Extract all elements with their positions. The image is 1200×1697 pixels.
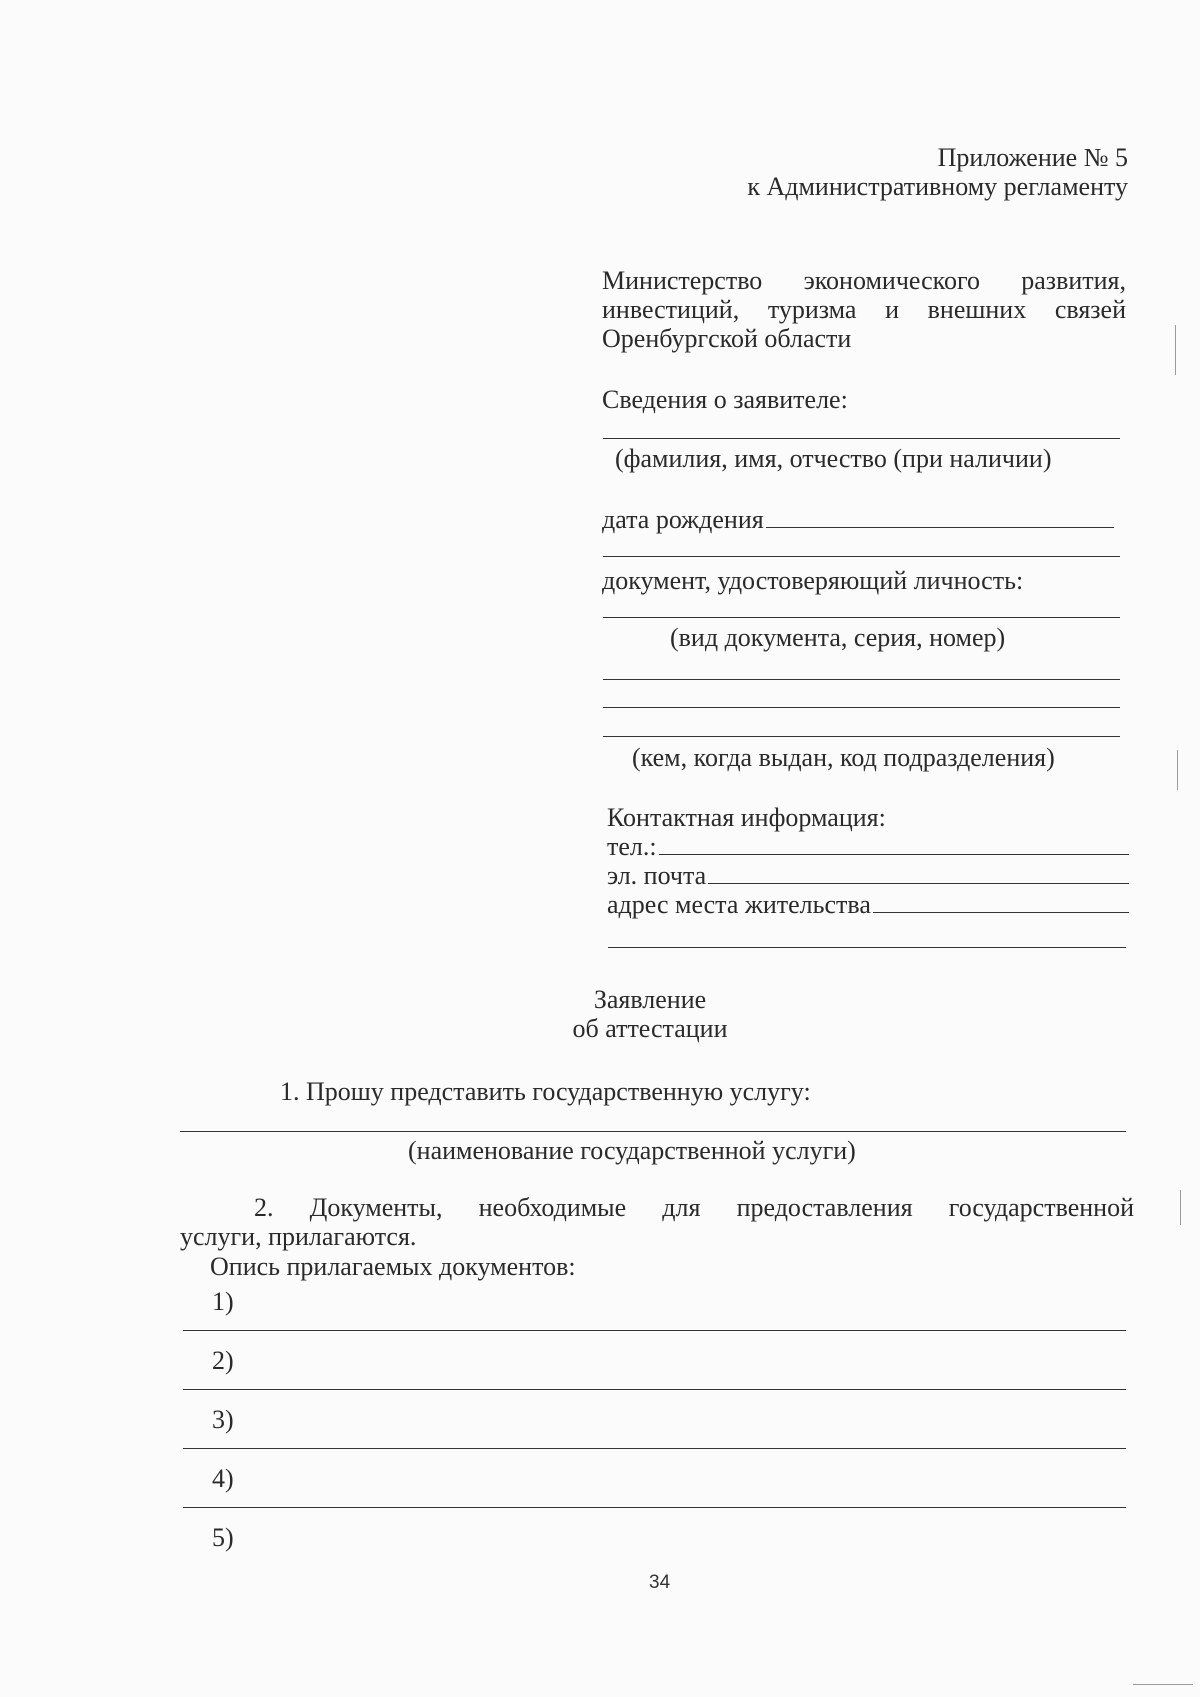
- issued-line-2: [603, 707, 1120, 708]
- email-field: [708, 863, 1129, 884]
- inventory-item-4: 4): [212, 1464, 234, 1493]
- email-row: [607, 861, 1129, 891]
- request-item-2-continued: услуги, прилагаются.: [180, 1222, 417, 1251]
- id-doc-line: [603, 617, 1120, 618]
- contacts-heading: Контактная информация:: [607, 803, 886, 832]
- inventory-item-5: 5): [212, 1523, 234, 1552]
- inventory-line-2: [183, 1389, 1126, 1390]
- request-item-2: 2. Документы, необходимые для предоставления государственной: [254, 1193, 1134, 1222]
- applicant-heading: Сведения о заявителе:: [602, 385, 848, 414]
- recipient-line-2: инвестиций, туризма и внешних связей: [602, 295, 1126, 324]
- phone-field: [659, 834, 1129, 855]
- scan-artifact: [1177, 750, 1178, 790]
- address-extra-line: [608, 947, 1126, 948]
- phone-label: тел.:: [607, 832, 657, 861]
- inventory-line-4: [183, 1507, 1126, 1508]
- appendix-reference: к Административному регламенту: [747, 172, 1128, 201]
- inventory-line-3: [183, 1448, 1126, 1449]
- issued-line-3: [603, 736, 1120, 737]
- address-field: [873, 892, 1129, 913]
- phone-row: [607, 832, 1129, 862]
- birth-date-extra-line: [603, 556, 1120, 557]
- inventory-item-1: 1): [212, 1287, 234, 1316]
- birth-date-field: [766, 507, 1114, 528]
- scan-artifact: [1180, 1190, 1181, 1225]
- birth-date-label: дата рождения: [602, 505, 764, 534]
- request-item-1: 1. Прошу представить государственную услугу:: [280, 1077, 811, 1106]
- id-doc-hint: (вид документа, серия, номер): [670, 623, 1006, 652]
- inventory-heading: Опись прилагаемых документов:: [210, 1252, 576, 1281]
- issued-line-1: [603, 679, 1120, 680]
- inventory-line-1: [183, 1330, 1126, 1331]
- service-name-line: [180, 1131, 1126, 1132]
- document-subtitle: об аттестации: [572, 1014, 728, 1043]
- scan-artifact: [1133, 1684, 1193, 1685]
- address-row: [607, 890, 1129, 920]
- fio-hint: (фамилия, имя, отчество (при наличии): [615, 444, 1052, 473]
- id-doc-label: документ, удостоверяющий личность:: [602, 566, 1024, 595]
- appendix-number: Приложение № 5: [937, 143, 1128, 172]
- inventory-item-3: 3): [212, 1405, 234, 1434]
- fio-line: [603, 438, 1120, 439]
- inventory-item-2: 2): [212, 1346, 234, 1375]
- recipient-line-1: Министерство экономического развития,: [602, 266, 1126, 295]
- recipient-line-3: Оренбургской области: [602, 324, 852, 353]
- birth-date-row: [602, 505, 1114, 535]
- issued-hint: (кем, когда выдан, код подразделения): [632, 743, 1055, 772]
- page-number: 34: [649, 1572, 671, 1593]
- document-title: Заявление: [593, 985, 707, 1014]
- scan-artifact: [1175, 325, 1176, 375]
- service-name-hint: (наименование государственной услуги): [408, 1136, 856, 1165]
- email-label: эл. почта: [607, 861, 707, 890]
- address-label: адрес места жительства: [607, 890, 871, 919]
